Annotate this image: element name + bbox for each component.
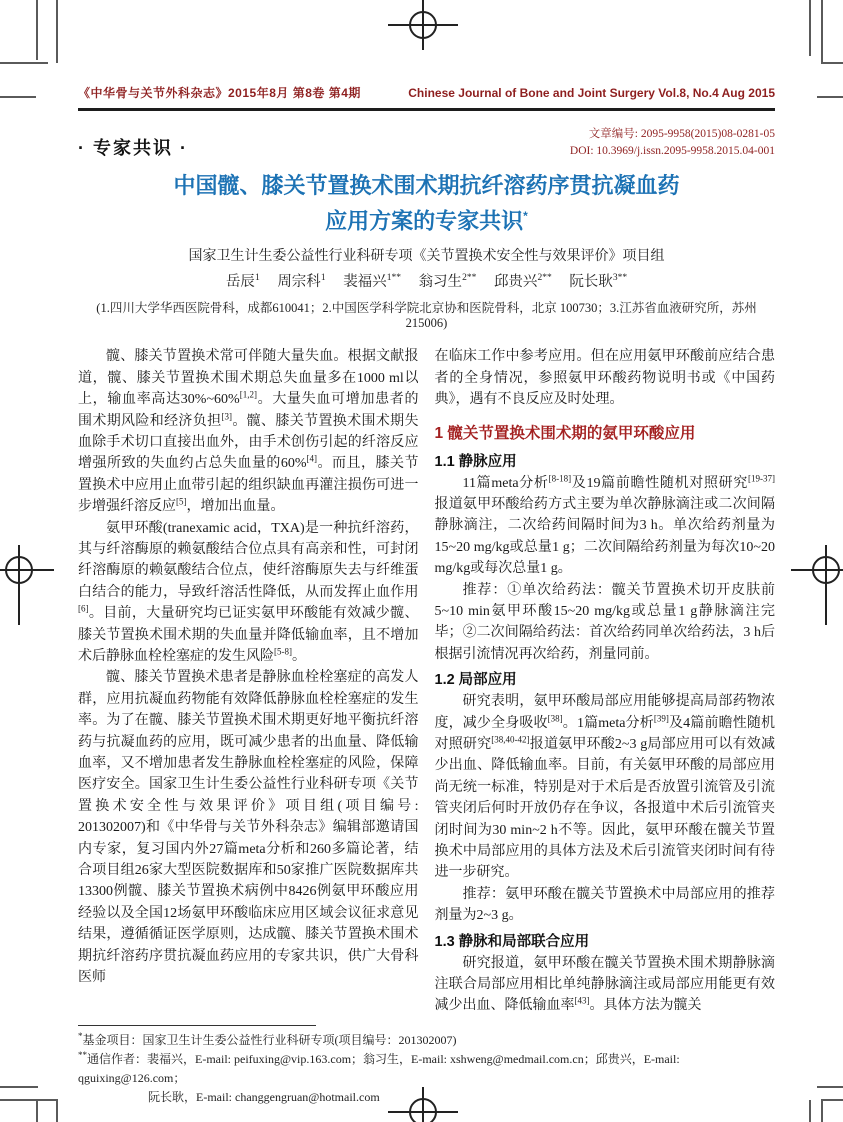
- article-title: [78, 170, 775, 236]
- title-line-1: 中国髋、膝关节置换术围术期抗纤溶药序贯抗凝血药: [173, 173, 680, 198]
- crop-mark-top-left: [0, 62, 48, 64]
- doi: DOI: 10.3969/j.issn.2095-9958.2015.04-001: [569, 145, 775, 157]
- title-footnote-mark: *: [523, 209, 528, 223]
- crop-mark-bottom-left: [36, 1100, 38, 1122]
- paragraph: 推荐：①单次给药法：髋关节置换术切开皮肤前5~10 min氨甲环酸15~20 mg/kg或总量1 g静脉滴注完毕；②二次间隔给药法：首次给药同单次给药法，3 h后根据引流情况再次给药，剂量同前。: [434, 582, 775, 662]
- right-column: [435, 346, 776, 1017]
- subsection-heading: 1.2 局部应用: [434, 672, 517, 689]
- crop-mark-bottom-right: [821, 1100, 823, 1122]
- registration-mark-right-icon: [791, 545, 843, 625]
- crop-mark-bottom-right: [821, 1099, 843, 1101]
- subsection-heading: 1.1 静脉应用: [434, 453, 517, 470]
- subsection-heading: 1.3 静脉和局部联合应用: [434, 933, 590, 950]
- paragraph: 氨甲环酸(tranexamic acid，TXA)是一种抗纤溶药，其与纤溶酶原的赖氨酸结合位点具有高亲和性，可封闭纤溶酶原的赖氨酸结合位点，使纤溶酶原失去与纤维蛋白结合的能力，导致纤溶活性降低，从而发挥止血作用[6]。目前，大量研究均已证实氨甲环酸能有效减少髋、膝关节置换术围术期的失血量并降低输血率，且不增加术后静脉血栓栓塞症的发生风险[5-8]。: [78, 520, 419, 665]
- author: 裴福兴$^{1**}$: [343, 273, 401, 291]
- journal-name-cn: 《中华骨与关节外科杂志》2015年8月 第8卷 第4期: [78, 86, 361, 100]
- paragraph: 髋、膝关节置换术常可伴随大量失血。根据文献报道，髋、膝关节置换术围术期总失血量多在1000 ml以上，输血率高达30%~60%[1,2]。大量失血可增加患者的围术期风险和经济负担[3]。髋、膝关节置换术围术期失血除手术切口直接出血外，由手术创伤引起的纤溶反应增强所致的失血约占总失血量的60%[4]。而且，膝关节置换术中应用止血带引起的组织缺血再灌注损伤可进一步增强纤溶反应[5]，增加出血量。: [78, 349, 419, 515]
- paragraph: 推荐：氨甲环酸在髋关节置换术中局部应用的推荐剂量为2~3 g。: [434, 886, 775, 924]
- crop-mark-top-right: [821, 0, 823, 63]
- crop-mark-top-left: [56, 0, 58, 63]
- crop-mark-bottom-left: [0, 1086, 38, 1088]
- affiliations: (1.四川大学华西医院骨科，成都610041；2.中国医学科学院北京协和医院骨科，北京 100730；3.江苏省血液研究所，苏州 215006): [96, 301, 757, 331]
- article-meta: [78, 126, 775, 160]
- author: 阮长耿$^{3**}$: [569, 273, 628, 291]
- paragraph: 研究表明，氨甲环酸局部应用能够提高局部药物浓度，减少全身吸收[38]。1篇meta分析[39]及4篇前瞻性随机对照研究[38,40-42]报道氨甲环酸2~3 g局部应用可以有效减少出血、降低输血率。目前，有关氨甲环酸的局部应用尚无统一标准，特别是对于术后是否放置引流管及引流管夹闭后何时开放仍存在争议，各报道中术后引流管夹闭时间为30 min~2 h不等。因此，氨甲环酸在髋关节置换术中局部应用的具体方法及术后引流管夹闭时间有待进一步研究。: [434, 694, 776, 881]
- page-content: [78, 84, 775, 1107]
- crop-mark-bottom-right: [817, 1086, 843, 1088]
- crop-mark-bottom-right: [809, 1100, 811, 1122]
- paragraph: 在临床工作中参考应用。但在应用氨甲环酸前应结合患者的全身情况，参照氨甲环酸药物说明书或《中国药典》，遇有不良反应及时处理。: [434, 349, 775, 408]
- header-rule: [78, 108, 775, 111]
- footnote-correspondence: **通信作者：裴福兴，E-mail: peifuxing@vip.163.com；翁习生，E-mail: xshweng@medmail.com.cn；邱贵兴，E-mail: qguixing@126.com；: [78, 1049, 680, 1085]
- crop-mark-bottom-left: [0, 1099, 58, 1101]
- crop-mark-top-right: [809, 0, 811, 56]
- running-head: [78, 84, 775, 101]
- author: 翁习生$^{2**}$: [418, 273, 477, 291]
- article-identifiers: [570, 126, 775, 160]
- paragraph: 11篇meta分析[8-18]及19篇前瞻性随机对照研究[19-37]报道氨甲环酸给药方式主要为单次静脉滴注或二次间隔静脉滴注，二次给药间隔时间为3 h。单次给药剂量为15~20 mg/kg或总量1 g；二次间隔给药剂量为每次10~20 mg/kg或每次总量1 g。: [434, 472, 776, 577]
- author: 岳辰$^1$: [225, 273, 260, 291]
- crop-mark-top-right: [817, 96, 843, 98]
- crop-mark-top-left: [36, 0, 38, 60]
- paragraph: 髋、膝关节置换术患者是静脉血栓栓塞症的高发人群，应用抗凝血药物能有效降低静脉血栓栓塞症的发生率。为了在髋、膝关节置换术围术期更好地平衡抗纤溶药与抗凝血药的应用，既可减少患者的出血量、降低输血率，又不增加患者发生静脉血栓栓塞症的风险，保障医疗安全。国家卫生计生委公益性行业科研专项《关节置换术安全性与效果评价》项目组(项目编号: 201302007)和《中华骨与关节外科杂志》编辑部邀请国内专家，复习国内外27篇meta分析和260多篇论著，结合项目组26家大型医院数据库和50家推广医院数据库共13300例髋、膝关节置换术病例中8426例氨甲环酸应用经验以及全国12场氨甲环酸临床应用区域会议征求意见结果，遵循循证医学原则，达成髋、膝关节置换术围术期抗纤溶药序贯抗凝血药应用的专家共识，供广大骨科医师: [78, 670, 419, 986]
- column-label: · 专家共识 ·: [78, 138, 188, 158]
- project-group: 国家卫生计生委公益性行业科研专项《关节置换术安全性与效果评价》项目组: [188, 249, 665, 265]
- left-column: [78, 346, 419, 1017]
- journal-name-en: Chinese Journal of Bone and Joint Surgery Vol.8, No.4 Aug 2015: [408, 86, 775, 100]
- title-line-2: 应用方案的专家共识: [325, 208, 524, 234]
- registration-mark-top-icon: [388, 0, 458, 50]
- footnote-fund: *基金项目：国家卫生计生委公益性行业科研专项(项目编号：201302007): [78, 1030, 457, 1047]
- author: 周宗科$^1$: [277, 273, 326, 291]
- footnote-correspondence-cont: 阮长耿，E-mail: changgengruan@hotmail.com: [148, 1089, 380, 1104]
- section-heading: 1 髋关节置换术围术期的氨甲环酸应用: [434, 424, 696, 442]
- crop-mark-top-right: [821, 62, 843, 64]
- body-columns: [78, 346, 775, 1017]
- registration-mark-left-icon: [0, 545, 54, 625]
- crop-mark-top-left: [0, 96, 36, 98]
- crop-mark-bottom-left: [56, 1100, 58, 1122]
- author: 邱贵兴$^{2**}$: [493, 273, 552, 291]
- footnotes: [78, 1025, 775, 1107]
- paragraph: 研究报道，氨甲环酸在髋关节置换术围术期静脉滴注联合局部应用相比单纯静脉滴注或局部应用能更有效减少出血、降低输血率[43]。具体方法为髋关: [434, 955, 775, 1014]
- author-list: [78, 270, 775, 291]
- article-number: 文章编号: 2095-9958(2015)08-0281-05: [588, 128, 775, 140]
- footnote-rule: [78, 1025, 316, 1026]
